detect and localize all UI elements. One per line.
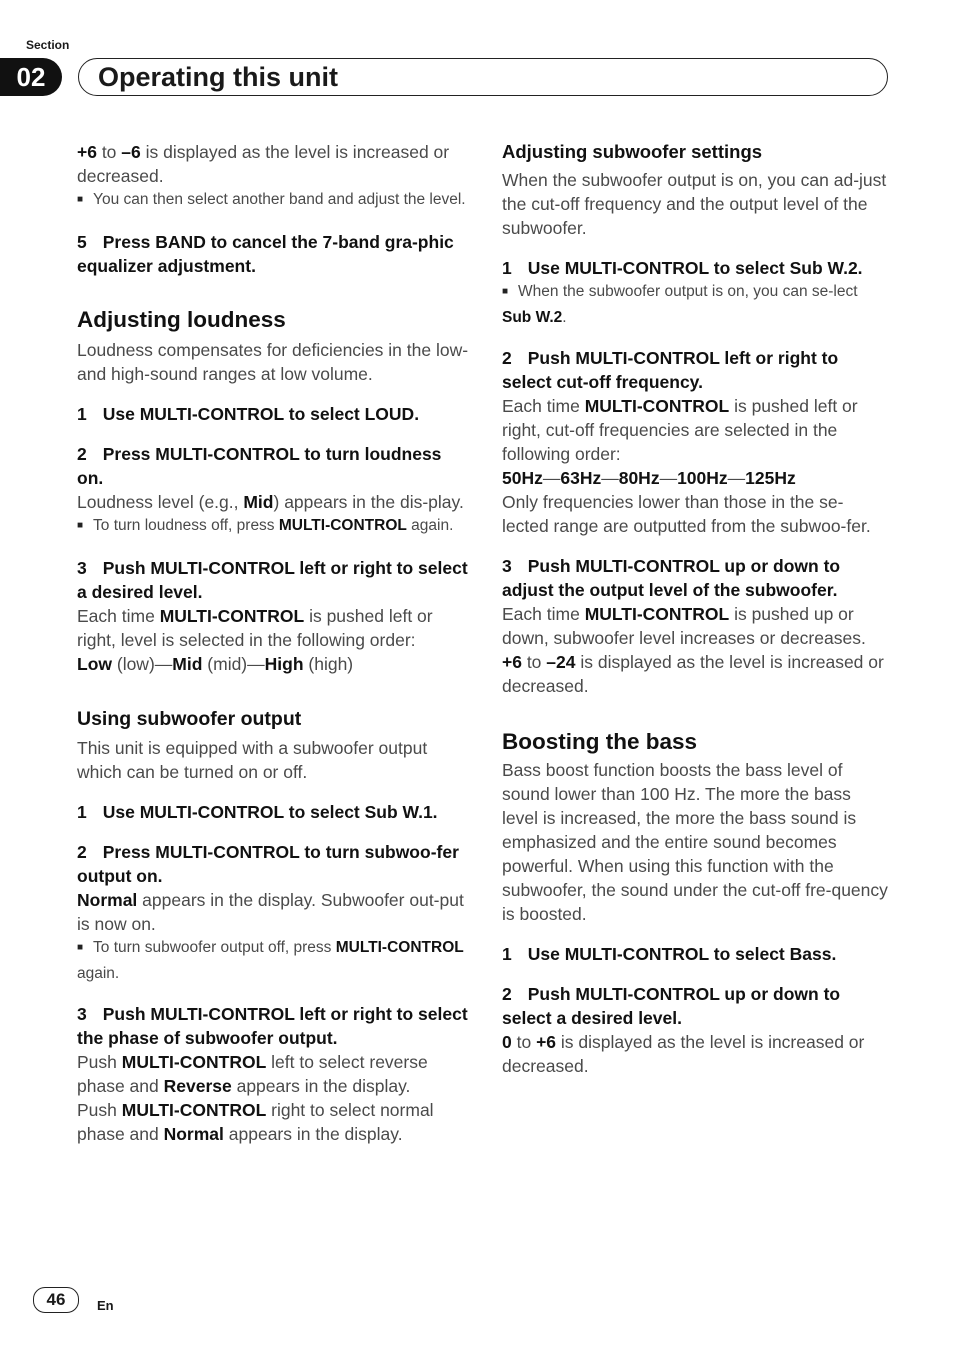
bullet-square-icon: ■ bbox=[77, 942, 84, 953]
subwoofer-step-1: 1 Use MULTI-CONTROL to select Sub W.1. bbox=[77, 802, 438, 822]
loudness-step-3: 3 Push MULTI-CONTROL left or right to select a desired level. bbox=[77, 558, 468, 602]
loudness-note: ■ To turn loudness off, press MULTI-CONTROL again. bbox=[77, 517, 454, 534]
subwoofer-step-2-body: Normal appears in the display. Subwoofer out-put is now on. bbox=[77, 890, 464, 934]
eq-level-paragraph: +6 to –6 is displayed as the level is increased or decreased. bbox=[77, 142, 450, 186]
loudness-order: Low (low)—Mid (mid)—High (high) bbox=[77, 654, 354, 674]
settings-step-3: 3 Push MULTI-CONTROL up or down to adjust the output level of the subwoofer. bbox=[502, 556, 841, 600]
eq-note: ■ You can then select another band and adjust the level. bbox=[77, 191, 466, 208]
bullet-square-icon: ■ bbox=[502, 286, 509, 297]
heading-using-subwoofer-output: Using subwoofer output bbox=[77, 708, 302, 730]
loudness-step-2-body: Loudness level (e.g., Mid) appears in the dis-play. bbox=[77, 492, 464, 512]
bullet-square-icon: ■ bbox=[77, 520, 84, 531]
page-number: 46 bbox=[33, 1287, 79, 1313]
subwoofer-intro: This unit is equipped with a subwoofer output which can be turned on or off. bbox=[77, 738, 428, 782]
bass-step-2: 2 Push MULTI-CONTROL up or down to select a desired level. bbox=[502, 984, 841, 1028]
settings-step-2-body: Each time MULTI-CONTROL is pushed left or right, cut-off frequencies are selected in the following order: bbox=[502, 396, 858, 464]
settings-step-1: 1 Use MULTI-CONTROL to select Sub W.2. bbox=[502, 258, 863, 278]
loudness-step-3-body: Each time MULTI-CONTROL is pushed left or right, level is selected in the following order: bbox=[77, 606, 433, 650]
section-label: Section bbox=[26, 38, 70, 52]
language-code: En bbox=[97, 1298, 114, 1313]
subwoofer-step-3-reverse: Push MULTI-CONTROL left to select reverse phase and Reverse appears in the display. bbox=[77, 1052, 428, 1096]
settings-step-3-range: +6 to –24 is displayed as the level is increased or decreased. bbox=[502, 652, 884, 696]
bass-intro: Bass boost function boosts the bass level of sound lower than 100 Hz. The more the bass level is increased, the more the bass sound is emphasized and the entire sound becomes powerful. When using this function with the subwoofer, the sound under the cut-off fre-quency is boosted. bbox=[502, 760, 888, 924]
settings-step-3-body: Each time MULTI-CONTROL is pushed up or down, subwoofer level increases or decreases. bbox=[502, 604, 866, 648]
loudness-step-1: 1 Use MULTI-CONTROL to select LOUD. bbox=[77, 404, 420, 424]
loudness-intro: Loudness compensates for deficiencies in the low- and high-sound ranges at low volume. bbox=[77, 340, 469, 384]
subwoofer-step-3-normal: Push MULTI-CONTROL right to select normal phase and Normal appears in the display. bbox=[77, 1100, 434, 1144]
settings-step-2: 2 Push MULTI-CONTROL left or right to select cut-off frequency. bbox=[502, 348, 839, 392]
settings-note: ■ When the subwoofer output is on, you can se-lect Sub W.2. bbox=[502, 283, 858, 326]
subwoofer-note: ■ To turn subwoofer output off, press MULTI-CONTROL again. bbox=[77, 939, 464, 982]
loudness-step-2: 2 Press MULTI-CONTROL to turn loudness on. bbox=[77, 444, 442, 488]
bullet-square-icon: ■ bbox=[77, 194, 84, 205]
right-column bbox=[502, 140, 890, 1078]
settings-step-2-after: Only frequencies lower than those in the se-lected range are outputted from the subwoo-fer. bbox=[502, 492, 871, 536]
bass-step-1: 1 Use MULTI-CONTROL to select Bass. bbox=[502, 944, 837, 964]
heading-boosting-the-bass: Boosting the bass bbox=[502, 729, 698, 754]
frequency-order: 50Hz—63Hz—80Hz—100Hz—125Hz bbox=[502, 468, 796, 488]
section-number-badge: 02 bbox=[0, 58, 62, 96]
heading-adjusting-subwoofer-settings: Adjusting subwoofer settings bbox=[502, 141, 763, 162]
subwoofer-step-2: 2 Press MULTI-CONTROL to turn subwoo-fer output on. bbox=[77, 842, 459, 886]
settings-intro: When the subwoofer output is on, you can ad-just the cut-off frequency and the output level of the subwoofer. bbox=[502, 170, 887, 238]
heading-adjusting-loudness: Adjusting loudness bbox=[77, 307, 286, 332]
bass-step-2-range: 0 to +6 is displayed as the level is increased or decreased. bbox=[502, 1032, 865, 1076]
page-title: Operating this unit bbox=[98, 62, 338, 92]
eq-step-5: 5 Press BAND to cancel the 7-band gra-phic equalizer adjustment. bbox=[77, 232, 454, 276]
left-column bbox=[77, 140, 469, 1146]
subwoofer-step-3: 3 Push MULTI-CONTROL left or right to select the phase of subwoofer output. bbox=[77, 1004, 468, 1048]
